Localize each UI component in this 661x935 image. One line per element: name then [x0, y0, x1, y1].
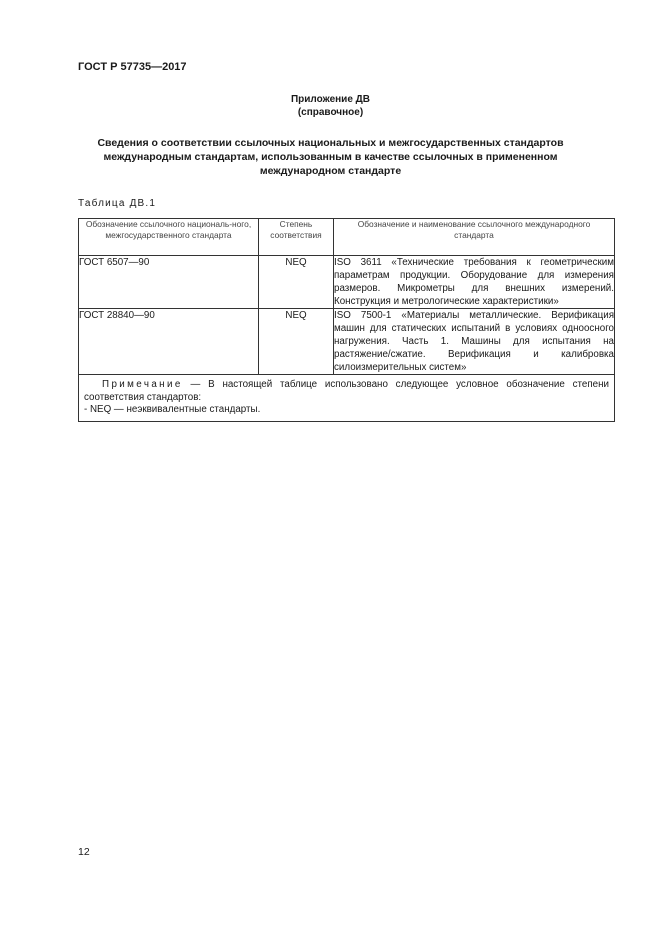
table-note	[79, 375, 615, 422]
annex-title: Приложение ДВ	[290, 94, 371, 105]
table-header-row	[79, 219, 615, 256]
table-note-row	[79, 375, 615, 422]
table-row	[79, 256, 615, 309]
annex-type: (справочное)	[297, 107, 364, 118]
section-heading	[90, 136, 571, 178]
table-label: Таблица ДВ.1	[78, 198, 157, 209]
column-header-standard: Обозначение ссылочного националь-ного, межгосударственного стандарта	[79, 219, 259, 256]
cell-degree: NEQ	[259, 309, 334, 375]
note-text: — В настоящей таблице использовано следующее условное обозначение степени соответствия стандартов:	[84, 379, 609, 403]
column-header-degree: Степень соответствия	[259, 219, 334, 256]
reference-table	[78, 218, 615, 422]
cell-intl: ISO 3611 «Технические требования к геометрическим параметрам продукции. Оборудование для измерения размеров. Микрометры для внешних измерений. Конструкция и метрологические характеристики»	[334, 257, 614, 307]
heading-line-2: международным стандартам, использованным в качестве ссылочных в примененном	[103, 151, 558, 163]
cell-standard: ГОСТ 28840—90	[79, 309, 259, 375]
cell-intl: ISO 7500-1 «Материалы металлические. Верификация машин для статических испытаний в условиях одноосного нагружения. Часть 1. Машины для испытания на растяжение/сжатие. Верификация и калибровка силоизмерительных систем»	[334, 310, 614, 373]
note-item: - NEQ — неэквивалентные стандарты.	[84, 404, 261, 415]
column-header-intl: Обозначение и наименование ссылочного международного стандарта	[334, 219, 615, 256]
cell-degree: NEQ	[259, 256, 334, 309]
heading-line-3: международном стандарте	[259, 165, 402, 177]
note-label: Примечание	[102, 379, 183, 390]
document-code: ГОСТ Р 57735—2017	[78, 61, 187, 73]
page-number: 12	[78, 846, 90, 858]
table-row	[79, 309, 615, 375]
cell-standard: ГОСТ 6507—90	[79, 256, 259, 309]
heading-line-1: Сведения о соответствии ссылочных национальных и межгосударственных стандартов	[97, 137, 564, 149]
